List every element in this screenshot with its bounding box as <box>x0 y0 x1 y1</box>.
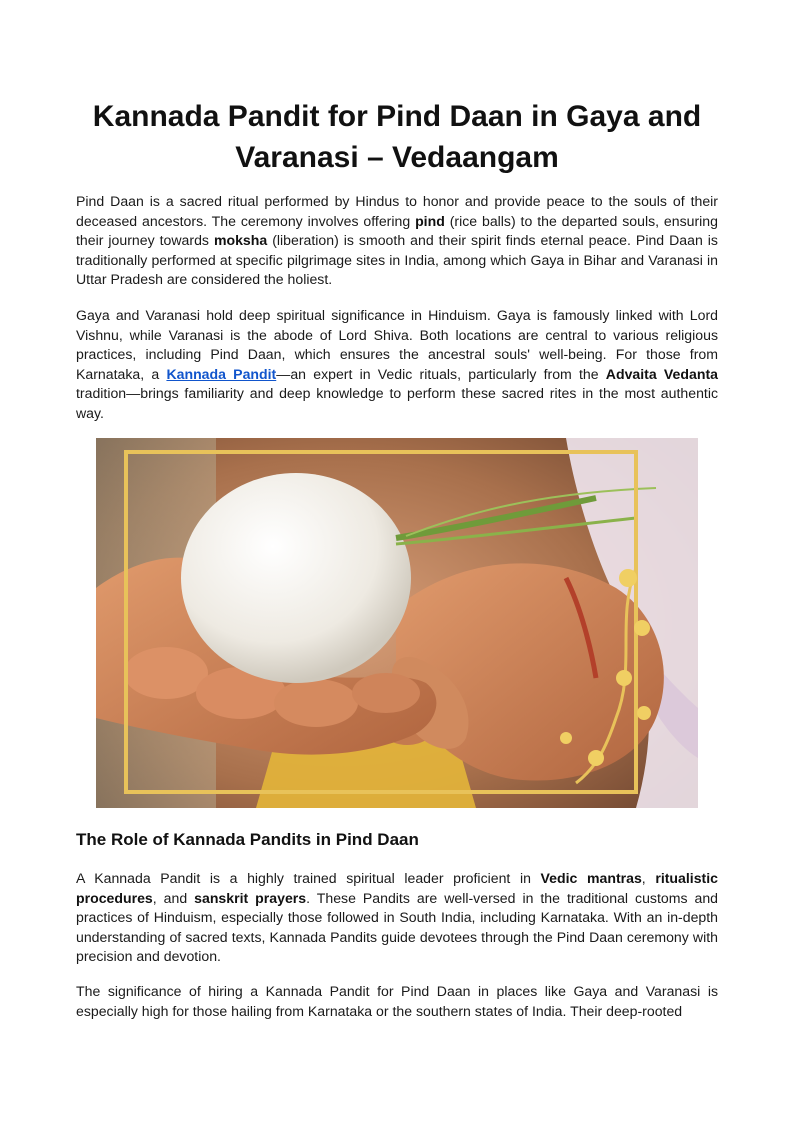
p1-bold-pind: pind <box>415 212 445 229</box>
p3-bold-sanskrit-prayers: sanskrit prayers <box>194 889 307 906</box>
p3-text-1: A Kannada Pandit is a highly trained spiritual leader proficient in <box>76 870 541 886</box>
role-paragraph <box>76 869 718 967</box>
p4-text-1: The significance of hiring a Kannada Pandit for Pind Daan in places like Gaya and Varanasi is especially high for those hailing from Karnataka or the southern states of India. Their deep-rooted <box>76 983 718 1019</box>
p2-bold-advaita: Advaita Vedanta <box>605 365 718 382</box>
p1-text-2: (rice balls) to the departed souls, ensuring their journey towards <box>76 212 718 249</box>
hiring-paragraph <box>76 982 718 1021</box>
p3-text-2: , <box>641 870 656 886</box>
section-heading: The Role of Kannada Pandits in Pind Daan <box>76 830 419 849</box>
p1-text-1: Pind Daan is a sacred ritual performed by Hindus to honor and provide peace to the souls of their deceased ancestors. The ceremony involves offering <box>76 193 718 229</box>
p3-bold-ritualistic-procedures: ritualistic procedures <box>76 870 718 906</box>
intro-paragraph <box>76 192 718 290</box>
photo-illustration <box>96 438 698 808</box>
kannada-pandit-link[interactable]: Kannada Pandit <box>166 365 277 382</box>
p3-text-4: . These Pandits are well-versed in the traditional customs and practices of Hinduism, especially those followed in South India, including Karnataka. With an in-depth understanding of sacred texts, Kannada Pandits guide devotees through the Pind Daan ceremony with precision and devotion. <box>76 889 718 965</box>
p2-text-3: tradition—brings familiarity and deep knowledge to perform these sacred rites in the most authentic way. <box>76 385 718 421</box>
p1-text-3: (liberation) is smooth and their spirit finds eternal peace. Pind Daan is traditionally performed at specific pilgrimage sites in India, among which Gaya in Bihar and Varanasi in Uttar Pradesh are considered the holiest. <box>76 232 718 288</box>
significance-paragraph <box>76 306 718 424</box>
page-title: Kannada Pandit for Pind Daan in Gaya and Varanasi – Vedaangam <box>92 100 702 174</box>
p1-bold-moksha: moksha <box>213 232 268 249</box>
p2-text-2: —an expert in Vedic rituals, particularly from the <box>276 365 606 382</box>
pind-daan-photo <box>96 438 698 808</box>
p3-bold-vedic-mantras: Vedic mantras <box>540 870 642 886</box>
p3-text-3: , and <box>152 889 195 906</box>
p2-text-1: Gaya and Varanasi hold deep spiritual significance in Hinduism. Gaya is famously linked with Lord Vishnu, while Varanasi is the abode of Lord Shiva. Both locations are central to various religious practices, including Pind Daan, which ensures the ancestral souls' well-being. For those from Karnataka, a <box>76 307 718 382</box>
